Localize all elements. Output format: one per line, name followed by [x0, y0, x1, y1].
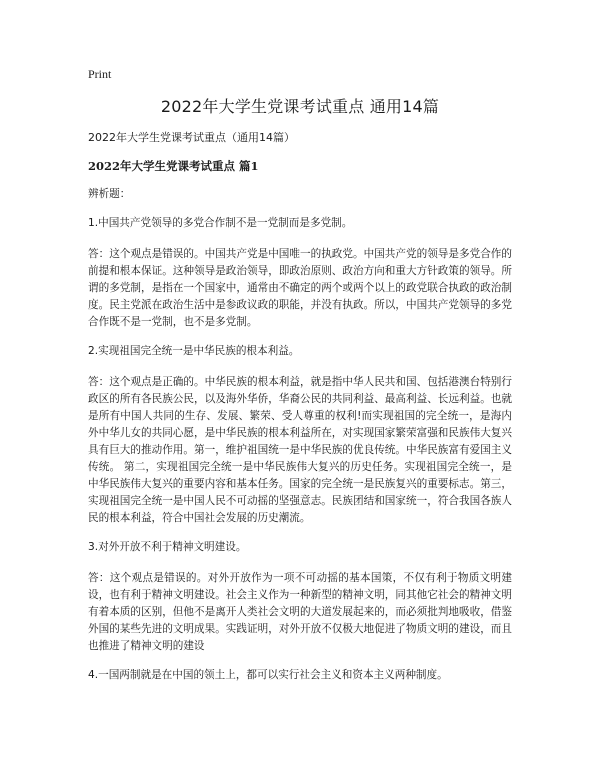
answer-2: 答：这个观点是正确的。中华民族的根本利益，就是指中华人民共和国、包括港澳台特别行政区的所有各民族公民，以及海外华侨，华裔公民的共同利益、最高利益、长远利益。也就是所有中国人共同的生存、发展、繁荣、受人尊重的权利!而实现祖国的完全统一，是海内外中华儿女的共同心愿，是中华民族的根本利益所在，对实现国家繁荣富强和民族伟大复兴具有巨大的推动作用。第一，维护祖国统一是中华民族的优良传统。中华民族富有爱国主义传统。 第二，实现祖国完全统一是中华民族伟大复兴的历史任务。实现祖国完全统一，是中华民族伟大复兴的重要内容和基本任务。国家的完全统一是民族复兴的重要标志。第三，实现祖国完全统一是中国人民不可动摇的坚强意志。民族团结和国家统一，符合我国各族人民的根本利益，符合中国社会发展的历史潮流。: [88, 376, 512, 524]
section-title: 2022年大学生党课考试重点 篇1: [88, 159, 259, 173]
document-title: 2022年大学生党课考试重点 通用14篇: [160, 97, 440, 116]
question-1: 1.中国共产党领导的多党合作制不是一党制而是多党制。: [88, 217, 353, 229]
print-label: Print: [88, 67, 112, 81]
answer-1: 答：这个观点是错误的。中国共产党是中国唯一的执政党。中国共产党的领导是多党合作的前提和根本保证。这种领导是政治领导，即政治原则、政治方向和重大方针政策的领导。所谓的多党制，是指在一个国家中，通常由不确定的两个或两个以上的政党联合执政的政治制度。民主党派在政治生活中是参政议政的职能，并没有执政。所以，中国共产党领导的多党合作既不是一党制，也不是多党制。: [88, 248, 512, 328]
answer-3: 答：这个观点是错误的。对外开放作为一项不可动摇的基本国策，不仅有利于物质文明建设，也有利于精神文明建设。社会主义作为一种新型的精神文明，同其他它社会的精神文明有着本质的区别，但他不是离开人类社会文明的大道发展起来的，而必须批判地吸收，借鉴外国的某些先进的文明成果。实践证明，对外开放不仅极大地促进了物质文明的建设，而且也推进了精神文明的建设: [88, 572, 512, 652]
document-subtitle: 2022年大学生党课考试重点（通用14篇）: [88, 131, 295, 144]
question-3: 3.对外开放不利于精神文明建设。: [88, 541, 247, 553]
question-2: 2.实现祖国完全统一是中华民族的根本利益。: [88, 345, 300, 357]
question-4: 4.一国两制就是在中国的领土上，都可以实行社会主义和资本主义两种制度。: [88, 669, 448, 681]
intro-label: 辨析题：: [88, 188, 131, 200]
document-page: [88, 66, 512, 698]
